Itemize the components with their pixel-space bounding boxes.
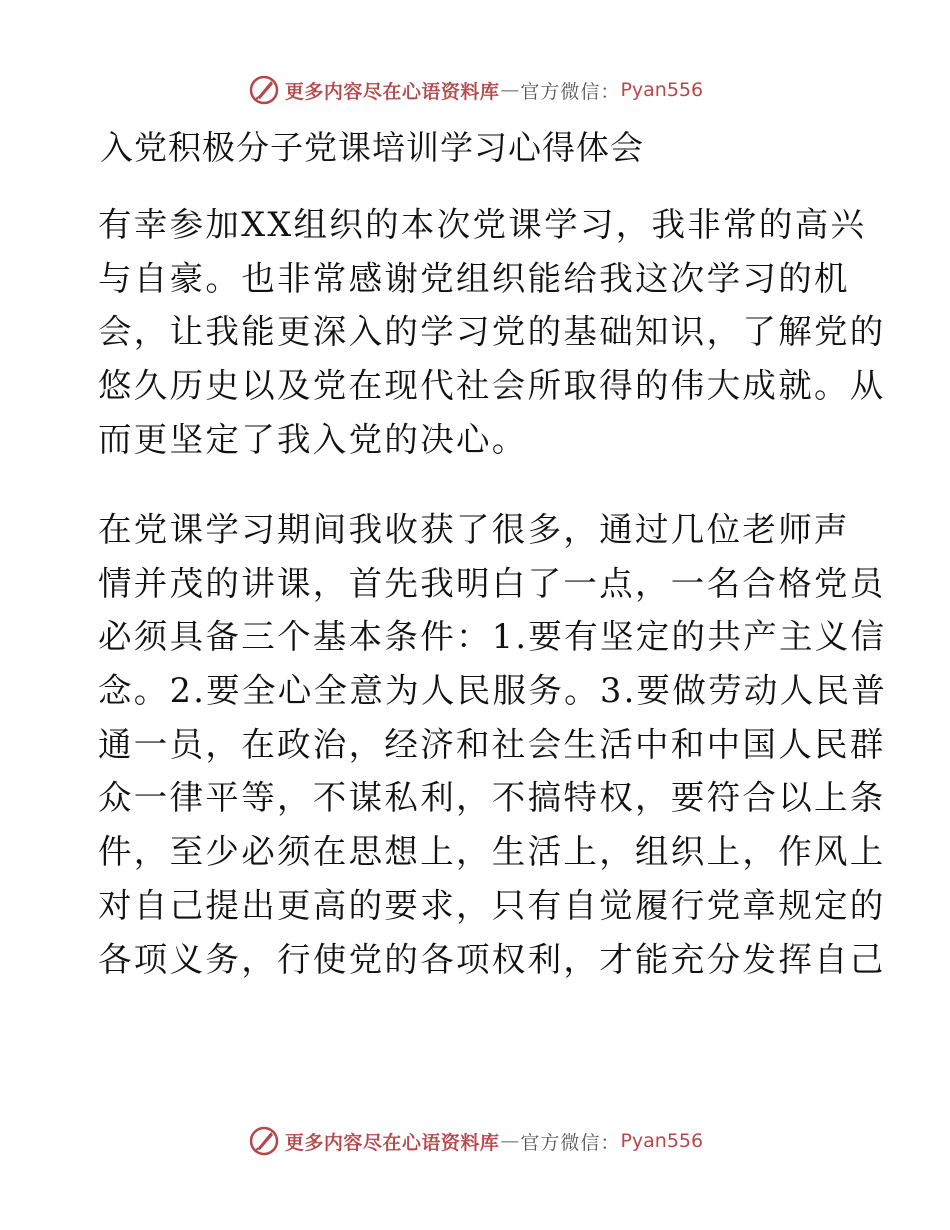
watermark-text: 更多内容尽在心语资料库 bbox=[284, 1131, 500, 1154]
text-line: 念。2.要全心全意为人民服务。3.要做劳动人民普 bbox=[98, 671, 888, 711]
text-line: 会，让我能更深入的学习党的基础知识，了解党的 bbox=[98, 312, 886, 352]
watermark-wechat-label: 官方微信： bbox=[520, 1131, 621, 1154]
text-line: 在党课学习期间我收获了很多，通过几位老师声 bbox=[98, 510, 850, 549]
text-line: 件，至少必须在思想上，生活上，组织上，作风上 bbox=[98, 832, 886, 872]
text-line: 对自己提出更高的要求，只有自觉履行党章规定的 bbox=[98, 885, 886, 925]
watermark-wechat-id: Pyan556 bbox=[620, 1130, 704, 1152]
watermark-text: 更多内容尽在心语资料库 bbox=[284, 80, 500, 103]
text-line: 各项义务，行使党的各项权利，才能充分发挥自己 bbox=[98, 939, 886, 979]
paragraph-1 bbox=[98, 198, 886, 466]
watermark-wechat-label: 官方微信： bbox=[520, 80, 621, 103]
quill-logo-icon bbox=[247, 73, 281, 107]
paragraph-2 bbox=[98, 503, 888, 986]
text-line: 悠久历史以及党在现代社会所取得的伟大成就。从 bbox=[98, 366, 886, 406]
text-line: 必须具备三个基本条件：1.要有坚定的共产主义信 bbox=[98, 617, 887, 657]
text-line: 众一律平等，不谋私利，不搞特权，要符合以上条 bbox=[98, 778, 886, 818]
text-line: 与自豪。也非常感谢党组织能给我这次学习的机 bbox=[98, 258, 850, 298]
header-watermark bbox=[0, 73, 950, 107]
watermark-separator: — bbox=[500, 79, 520, 101]
quill-logo-icon bbox=[247, 1124, 281, 1158]
text-line: 而更坚定了我入党的决心。 bbox=[98, 419, 528, 459]
text-line: 情并茂的讲课，首先我明白了一点，一名合格党员 bbox=[98, 563, 886, 603]
watermark-wechat-id: Pyan556 bbox=[620, 79, 704, 101]
text-line: 有幸参加XX组织的本次党课学习，我非常的高兴 bbox=[98, 205, 867, 244]
watermark-separator: — bbox=[500, 1130, 520, 1152]
document-title: 入党积极分子党课培训学习心得体会 bbox=[100, 128, 644, 167]
text-line: 通一员，在政治，经济和社会生活中和中国人民群 bbox=[98, 724, 886, 764]
footer-watermark bbox=[0, 1124, 950, 1158]
